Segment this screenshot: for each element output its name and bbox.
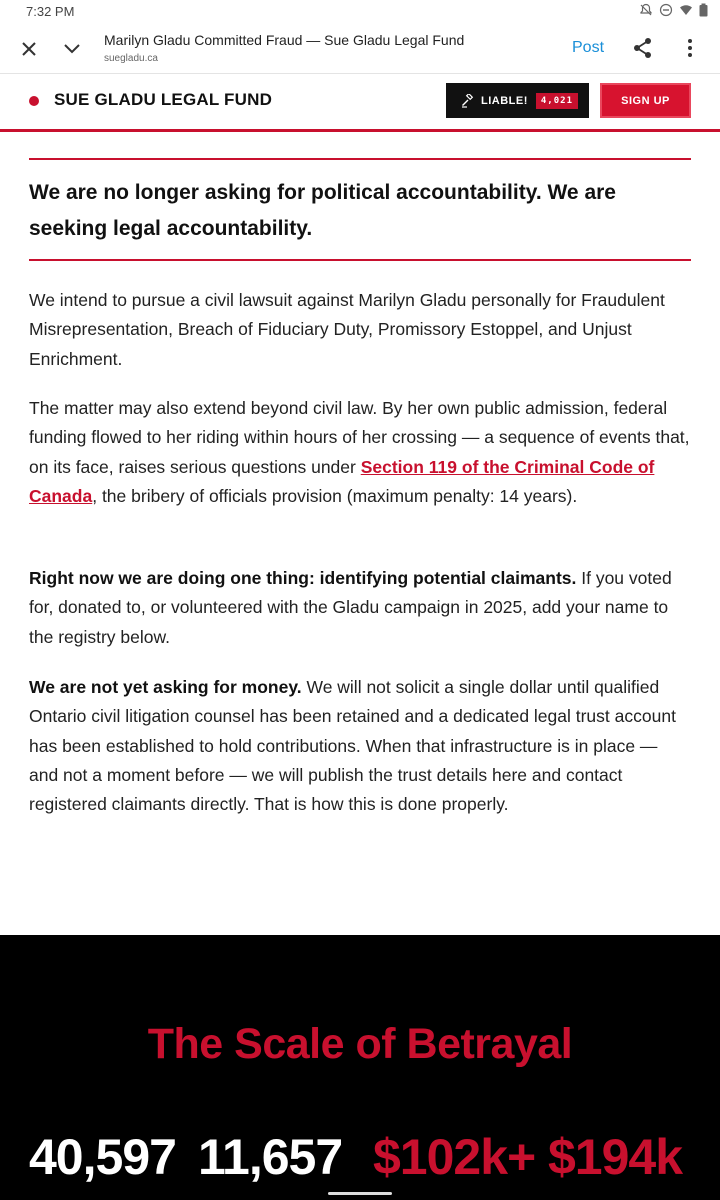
liable-button[interactable] <box>446 83 589 118</box>
liable-count-badge: 4,021 <box>536 93 578 109</box>
stat-value: $194k <box>548 1129 683 1185</box>
browser-toolbar <box>0 24 720 74</box>
battery-icon <box>699 3 708 17</box>
paragraph-lawsuit: We intend to pursue a civil lawsuit against Marilyn Gladu personally for Fraudulent Misrepresentation, Breach of Fiduciary Duty, Promissory Estoppel, and Unjust Enrichment. <box>29 290 665 369</box>
site-header <box>0 75 720 132</box>
paragraph-criminal-code <box>29 394 691 511</box>
page-title: Marilyn Gladu Committed Fraud — Sue Gladu Legal Fund <box>104 32 465 48</box>
criminal-code-link[interactable]: Section 119 of the Criminal Code of Canada <box>29 456 655 506</box>
paragraph-emphasis: We are not yet asking for money. <box>29 677 302 697</box>
sign-up-button[interactable]: SIGN UP <box>600 83 691 118</box>
paragraph-claimants <box>29 564 691 652</box>
site-logo-text[interactable]: SUE GLADU LEGAL FUND <box>54 90 273 109</box>
more-vert-icon[interactable] <box>682 36 698 60</box>
page-domain: suegladu.ca <box>104 53 158 64</box>
wifi-icon <box>679 3 693 17</box>
paragraph-text: The matter may also extend beyond civil law. By her own public admission, federal funding flowed to her riding within hours of her crossing — a sequence of events that, on its face, raises serious questions under <box>29 398 690 477</box>
divider-top <box>29 158 691 160</box>
status-bar <box>0 0 720 24</box>
paragraph-text: , the bribery of officials provision (maximum penalty: 14 years). <box>92 485 578 506</box>
stats-title: The Scale of Betrayal <box>147 1020 573 1068</box>
stat-value: 40,597 <box>29 1129 176 1185</box>
status-icons <box>639 3 708 17</box>
paragraph-text: We will not solicit a single dollar until qualified Ontario civil litigation counsel has been retained and a dedicated legal trust account has been established to hold contributions. When that infrastructure is in place — and not a moment before — we will publish the trust details here and contact registered claimants directly. That is how this is done properly. <box>29 677 676 815</box>
status-time: 7:32 PM <box>26 4 75 19</box>
stats-section <box>0 935 720 1200</box>
post-button[interactable]: Post <box>572 39 605 56</box>
chevron-down-icon[interactable] <box>60 38 84 60</box>
notifications-off-icon <box>639 3 653 17</box>
gesture-nav-handle[interactable] <box>328 1192 392 1195</box>
divider-bottom <box>29 259 691 261</box>
lead-statement: We are no longer asking for political accountability. We are seeking legal accountability. <box>29 181 616 240</box>
liable-label: LIABLE! <box>481 94 528 107</box>
stat-value: 11,657 <box>198 1129 343 1185</box>
paragraph-emphasis: Right now we are doing one thing: identifying potential claimants. <box>29 568 577 588</box>
do-not-disturb-icon <box>659 3 673 17</box>
stat-value: $102k+ <box>373 1129 536 1185</box>
gavel-icon <box>461 94 475 108</box>
share-icon[interactable] <box>632 36 654 60</box>
paragraph-money <box>29 673 691 819</box>
close-icon[interactable] <box>18 38 40 60</box>
brand-dot <box>29 96 39 106</box>
paragraph-text: If you voted for, donated to, or volunteered with the Gladu campaign in 2025, add your name to the registry below. <box>29 568 672 647</box>
